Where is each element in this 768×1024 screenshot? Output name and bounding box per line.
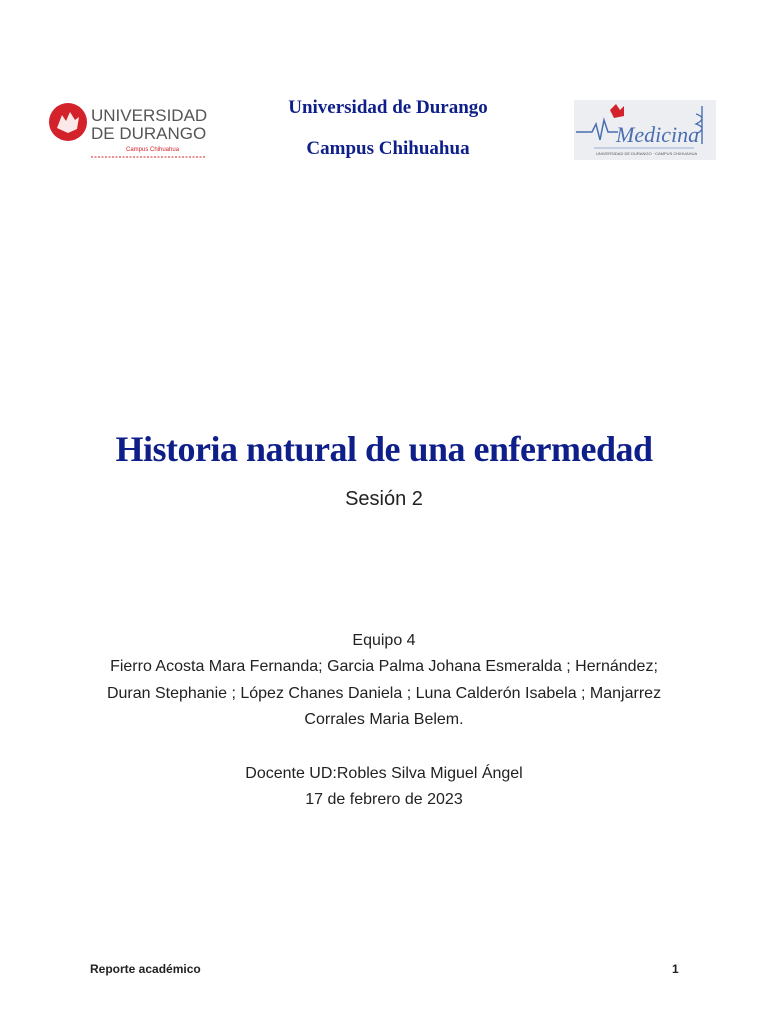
svg-text:DE DURANGO: DE DURANGO: [91, 124, 207, 143]
university-logo: [48, 102, 210, 160]
session-subtitle: Sesión 2: [345, 488, 423, 510]
university-name: Universidad de Durango: [288, 97, 488, 118]
svg-text:UNIVERSIDAD: UNIVERSIDAD: [91, 106, 208, 125]
wolf-emblem-icon: [610, 104, 624, 118]
svg-text:Campus Chihuahua: Campus Chihuahua: [126, 147, 180, 153]
members-line: Fierro Acosta Mara Fernanda; Garcia Palma Johana Esmeralda ; Hernández;: [110, 658, 658, 675]
campus-name: Campus Chihuahua: [306, 138, 470, 159]
heartbeat-icon: [576, 120, 618, 140]
members-line: Duran Stephanie ; López Chanes Daniela ; Luna Calderón Isabela ; Manjarrez: [106, 685, 662, 702]
svg-text:Medicina: Medicina: [616, 122, 700, 147]
members-line: Corrales Maria Belem.: [304, 711, 464, 728]
teacher-line: Docente UD:Robles Silva Miguel Ángel: [245, 765, 523, 782]
document-title: Historia natural de una enfermedad: [115, 429, 653, 469]
date-line: 17 de febrero de 2023: [305, 791, 463, 808]
svg-text:UNIVERSIDAD DE DURANGO · CAMPU: UNIVERSIDAD DE DURANGO · CAMPUS CHIHUAHUA: [596, 151, 698, 156]
footer-label: Reporte académico: [90, 962, 201, 976]
team-label: Equipo 4: [352, 632, 416, 649]
medicine-logo: [574, 100, 716, 160]
page-number: 1: [672, 962, 679, 976]
